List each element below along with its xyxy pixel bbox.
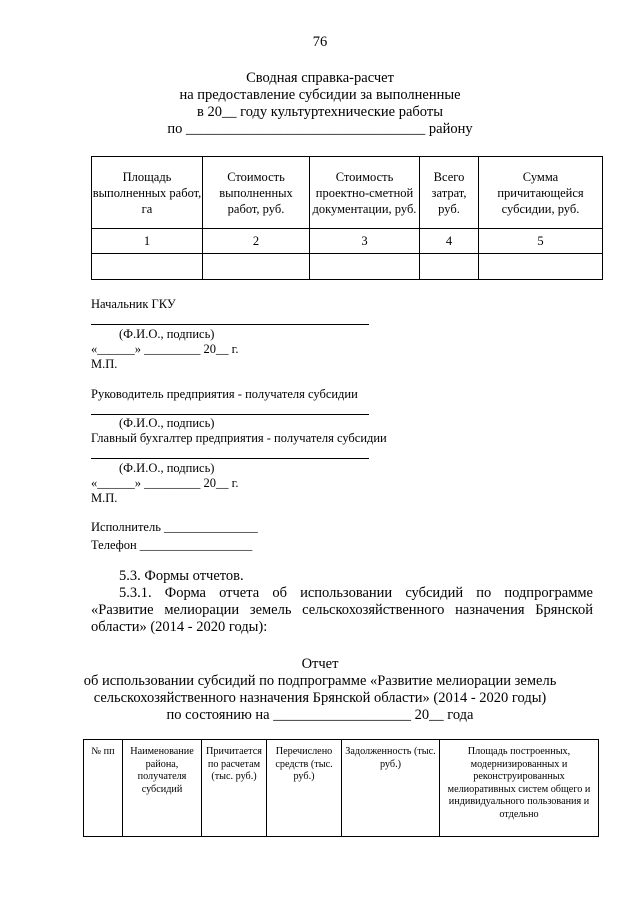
header-cell: Перечислено средств (тыс. руб.) xyxy=(267,740,342,837)
header-cell: Всего затрат, руб. xyxy=(420,157,479,229)
empty-cell xyxy=(479,254,603,280)
header-cell: Наименование района, получателя субсидий xyxy=(123,740,202,837)
subsidy-calculation-table xyxy=(91,156,603,280)
stamp-place: М.П. xyxy=(91,491,118,505)
document-title-line-3: в 20__ году культуртехнические работы xyxy=(197,104,443,120)
date-line: «______» _________ 20__ г. xyxy=(91,342,239,356)
header-cell: Стоимость выполненных работ, руб. xyxy=(203,157,310,229)
document-title-line-1: Сводная справка-расчет xyxy=(246,70,394,86)
column-number: 5 xyxy=(479,229,603,254)
column-number-row xyxy=(92,229,603,254)
fio-caption: (Ф.И.О., подпись) xyxy=(119,327,215,341)
subsidy-report-table xyxy=(83,739,599,837)
phone-line: Телефон __________________ xyxy=(91,538,253,552)
header-cell: Стоимость проектно-сметной документации, руб. xyxy=(310,157,420,229)
empty-cell xyxy=(203,254,310,280)
header-cell: № пп xyxy=(84,740,123,837)
director-label: Руководитель предприятия - получателя субсидии xyxy=(91,387,358,401)
column-number: 1 xyxy=(92,229,203,254)
report-subtitle-line-2: сельскохозяйственного назначения Брянской области» (2014 - 2020 годы) xyxy=(93,690,547,706)
chief-label: Начальник ГКУ xyxy=(91,297,176,311)
report-title: Отчет xyxy=(301,656,339,672)
document-title-line-4: по _________________________________ району xyxy=(167,121,473,137)
stamp-place: М.П. xyxy=(91,357,118,371)
date-line: «______» _________ 20__ г. xyxy=(91,476,239,490)
report-date-line: по состоянию на ___________________ 20__ года xyxy=(166,707,474,723)
section-paragraph-line-2: «Развитие мелиорации земель сельскохозяйственного назначения Брянской xyxy=(91,602,593,618)
executor-line: Исполнитель _______________ xyxy=(91,520,258,534)
header-cell: Площадь выполненных работ, га xyxy=(92,157,203,229)
header-cell: Площадь построенных, модернизированных и реконструированных мелиоративных систем общего и индивидуального пользования и отдельно xyxy=(440,740,599,837)
section-paragraph-line-1: 5.3.1. Форма отчета об использовании субсидий по подпрограмме xyxy=(119,585,593,601)
column-number: 4 xyxy=(420,229,479,254)
accountant-label: Главный бухгалтер предприятия - получателя субсидии xyxy=(91,431,387,445)
signature-line xyxy=(91,324,369,325)
table-header-row xyxy=(92,157,603,229)
signature-line xyxy=(91,458,369,459)
document-title-line-2: на предоставление субсидии за выполненные xyxy=(179,87,461,103)
header-cell: Сумма причитающейся субсидии, руб. xyxy=(479,157,603,229)
header-cell: Задолженность (тыс. руб.) xyxy=(342,740,440,837)
fio-caption: (Ф.И.О., подпись) xyxy=(119,416,215,430)
empty-data-row xyxy=(92,254,603,280)
signature-line xyxy=(91,414,369,415)
section-heading: 5.3. Формы отчетов. xyxy=(119,568,244,584)
fio-caption: (Ф.И.О., подпись) xyxy=(119,461,215,475)
empty-cell xyxy=(420,254,479,280)
empty-cell xyxy=(310,254,420,280)
table-header-row xyxy=(84,740,599,837)
page-number: 76 xyxy=(312,34,328,50)
empty-cell xyxy=(92,254,203,280)
column-number: 2 xyxy=(203,229,310,254)
header-cell: Причитается по расчетам (тыс. руб.) xyxy=(202,740,267,837)
report-subtitle-line-1: об использовании субсидий по подпрограмме «Развитие мелиорации земель xyxy=(83,673,557,689)
section-paragraph-line-3: области» (2014 - 2020 годы): xyxy=(91,619,268,635)
column-number: 3 xyxy=(310,229,420,254)
